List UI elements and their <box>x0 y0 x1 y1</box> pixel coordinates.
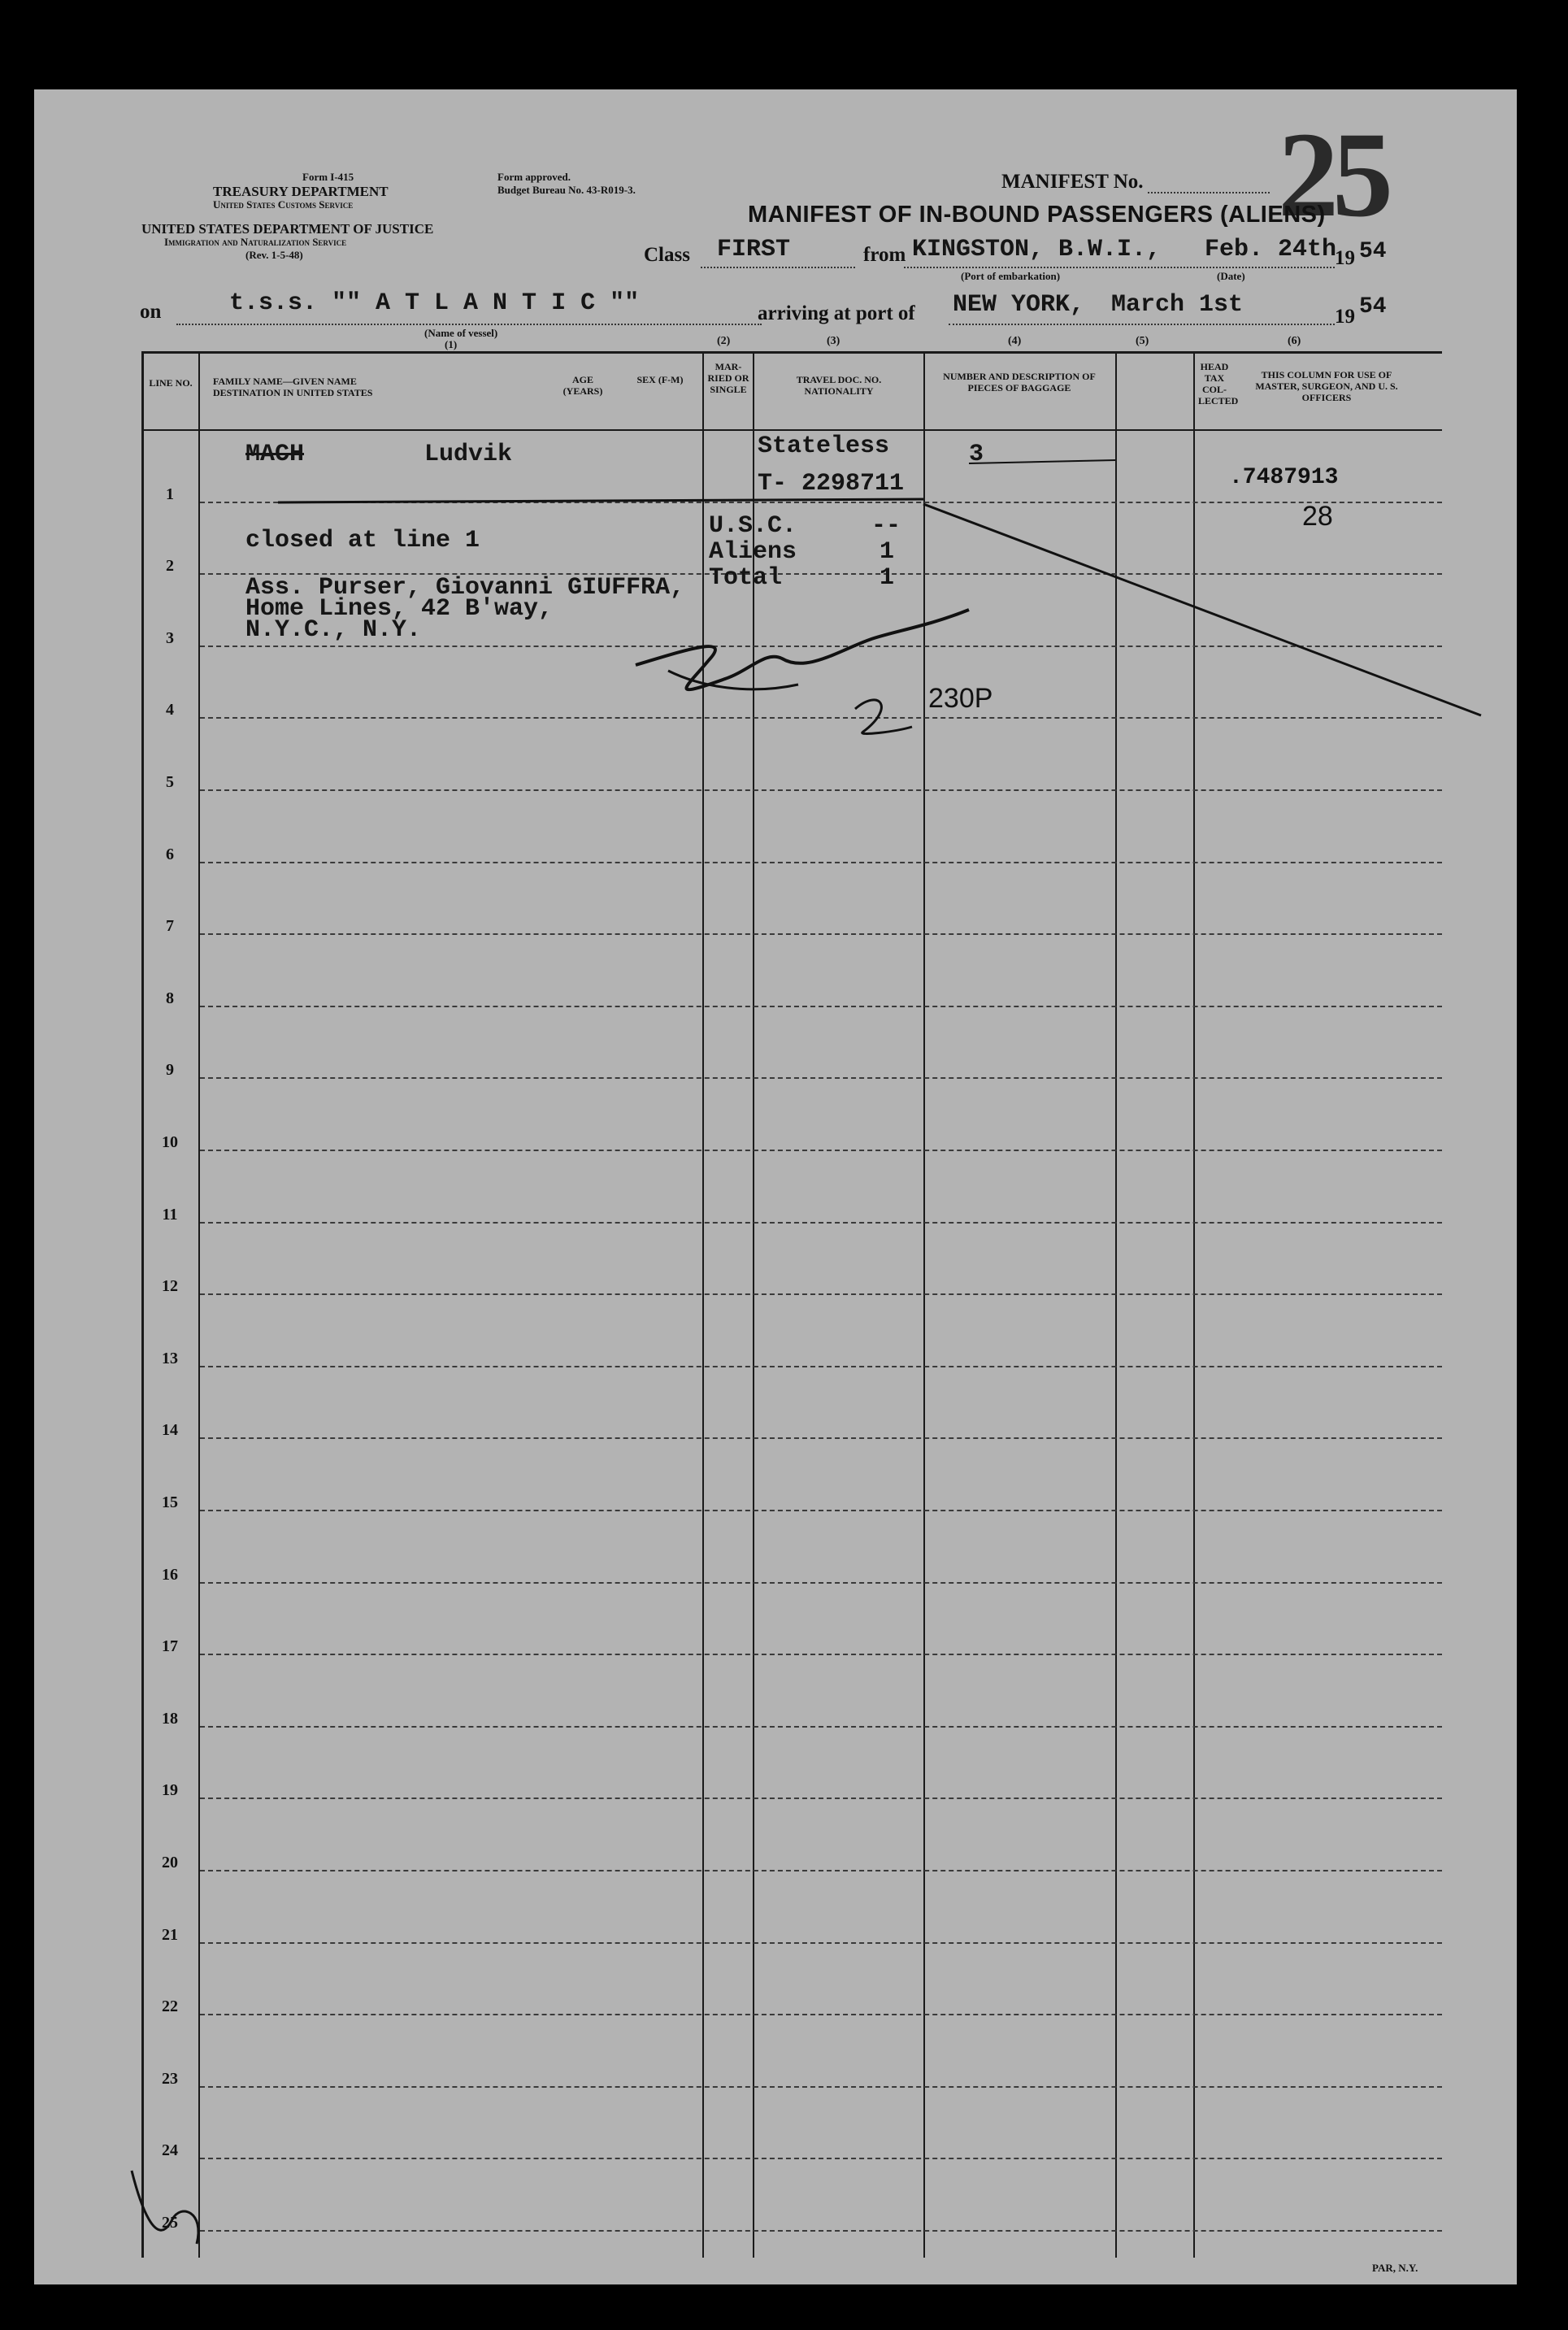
col-head-family: FAMILY NAME—GIVEN NAME <box>213 376 357 387</box>
line-number: 5 <box>166 773 174 791</box>
customs-service: United States Customs Service <box>213 198 354 211</box>
line-number: 15 <box>162 1493 178 1511</box>
year-suffix-2: 54 <box>1359 294 1387 320</box>
ins-service: Immigration and Naturalization Service <box>164 236 347 248</box>
line-number: 6 <box>166 845 174 863</box>
col-num-4: (4) <box>1008 335 1022 347</box>
form-approved: Form approved. <box>497 171 571 183</box>
purser-line-1: Ass. Purser, Giovanni GIUFFRA, <box>245 574 685 602</box>
year-suffix-1: 54 <box>1359 239 1387 264</box>
line-number: 1 <box>166 485 174 503</box>
port-of-embarkation: KINGSTON, B.W.I., <box>912 236 1162 263</box>
aliens-value: 1 <box>880 538 895 566</box>
line-number: 20 <box>162 1854 178 1871</box>
total-label: Total <box>709 564 783 592</box>
col-head-tax: HEAD TAX COL-LECTED <box>1198 361 1239 406</box>
officer-number: .7487913 <box>1229 465 1339 490</box>
year-prefix-2: 19 <box>1335 306 1355 328</box>
embarkation-date: Feb. 24th <box>1205 236 1337 263</box>
total-value: 1 <box>880 564 895 592</box>
arrival-date: March 1st <box>1111 291 1244 319</box>
arriving-label: arriving at port of <box>758 302 915 324</box>
budget-bureau: Budget Bureau No. 43-R019-3. <box>497 184 636 196</box>
line-number: 14 <box>162 1421 178 1439</box>
port-caption: (Port of embarkation) <box>961 270 1061 282</box>
printer-mark: PAR, N.Y. <box>1372 2262 1418 2274</box>
line-number: 12 <box>162 1277 178 1295</box>
baggage-count: 3 <box>969 441 984 468</box>
vessel-name: t.s.s. "" A T L A N T I C "" <box>229 289 640 317</box>
dept-name: TREASURY DEPARTMENT <box>213 184 389 199</box>
col-head-destination: DESTINATION IN UNITED STATES <box>213 387 373 398</box>
line-number: 21 <box>162 1926 178 1944</box>
form-id: Form I-415 <box>302 171 354 183</box>
manifest-sheet <box>34 89 1517 2284</box>
usc-label: U.S.C. <box>709 512 797 540</box>
handwritten-marks <box>34 89 1517 2284</box>
col-num-2: (2) <box>717 335 731 347</box>
col-head-age: AGE (YEARS) <box>562 374 603 397</box>
line-number: 2 <box>166 557 174 575</box>
col-head-officers: THIS COLUMN FOR USE OF MASTER, SURGEON, AND U. S. OFFICERS <box>1255 369 1398 403</box>
col-head-married: MAR-RIED OR SINGLE <box>707 361 749 395</box>
line-number: 9 <box>166 1061 174 1079</box>
line-number: 23 <box>162 2070 178 2088</box>
class-label: Class <box>644 244 690 266</box>
line-number: 3 <box>166 629 174 647</box>
manifest-stamp-number: 25 <box>1278 107 1387 242</box>
col-head-sex: SEX (F-M) <box>636 374 684 385</box>
page-title: MANIFEST OF IN-BOUND PASSENGERS (ALIENS) <box>748 202 1326 228</box>
arrival-port: NEW YORK, <box>953 291 1085 319</box>
vessel-col-num: (1) <box>445 338 458 350</box>
line-number: 25 <box>162 2214 178 2232</box>
time-note: 230P <box>928 683 993 714</box>
revision: (Rev. 1-5-48) <box>245 249 303 261</box>
vessel-caption: (Name of vessel) <box>424 327 498 339</box>
manifest-no-label: MANIFEST No. <box>1001 171 1144 193</box>
line-number: 7 <box>166 917 174 935</box>
line-number: 10 <box>162 1133 178 1151</box>
line-number: 4 <box>166 701 174 719</box>
class-value: FIRST <box>717 236 791 263</box>
justice-dept: UNITED STATES DEPARTMENT OF JUSTICE <box>141 221 434 237</box>
date-caption: (Date) <box>1217 270 1245 282</box>
officer-handwritten: 28 <box>1302 501 1333 532</box>
usc-value: -- <box>871 512 901 540</box>
travel-doc-number: T- 2298711 <box>758 470 905 498</box>
line-number: 18 <box>162 1710 178 1728</box>
line-number: 19 <box>162 1781 178 1799</box>
col-num-5: (5) <box>1136 335 1149 347</box>
col-num-6: (6) <box>1288 335 1301 347</box>
line-number: 22 <box>162 1997 178 2015</box>
closed-note: closed at line 1 <box>245 527 480 554</box>
col-head-line: LINE NO. <box>149 377 193 389</box>
given-name: Ludvik <box>424 441 513 468</box>
col-num-3: (3) <box>827 335 840 347</box>
col-head-baggage: NUMBER AND DESCRIPTION OF PIECES OF BAGGAGE <box>943 371 1096 393</box>
line-number: 24 <box>162 2141 178 2159</box>
purser-line-2: Home Lines, 42 B'way, <box>245 595 554 623</box>
aliens-label: Aliens <box>709 538 797 566</box>
line-number: 11 <box>162 1206 178 1224</box>
line-number: 16 <box>162 1566 178 1584</box>
line-number: 8 <box>166 989 174 1007</box>
col-head-travel-doc: TRAVEL DOC. NO. NATIONALITY <box>796 374 882 397</box>
nationality: Stateless <box>758 433 890 460</box>
year-prefix-1: 19 <box>1335 247 1355 269</box>
purser-line-3: N.Y.C., N.Y. <box>245 616 422 644</box>
from-label: from <box>863 244 906 266</box>
line-number: 17 <box>162 1637 178 1655</box>
family-name: MACH <box>245 441 305 468</box>
line-number: 13 <box>162 1350 178 1367</box>
on-label: on <box>140 301 162 323</box>
